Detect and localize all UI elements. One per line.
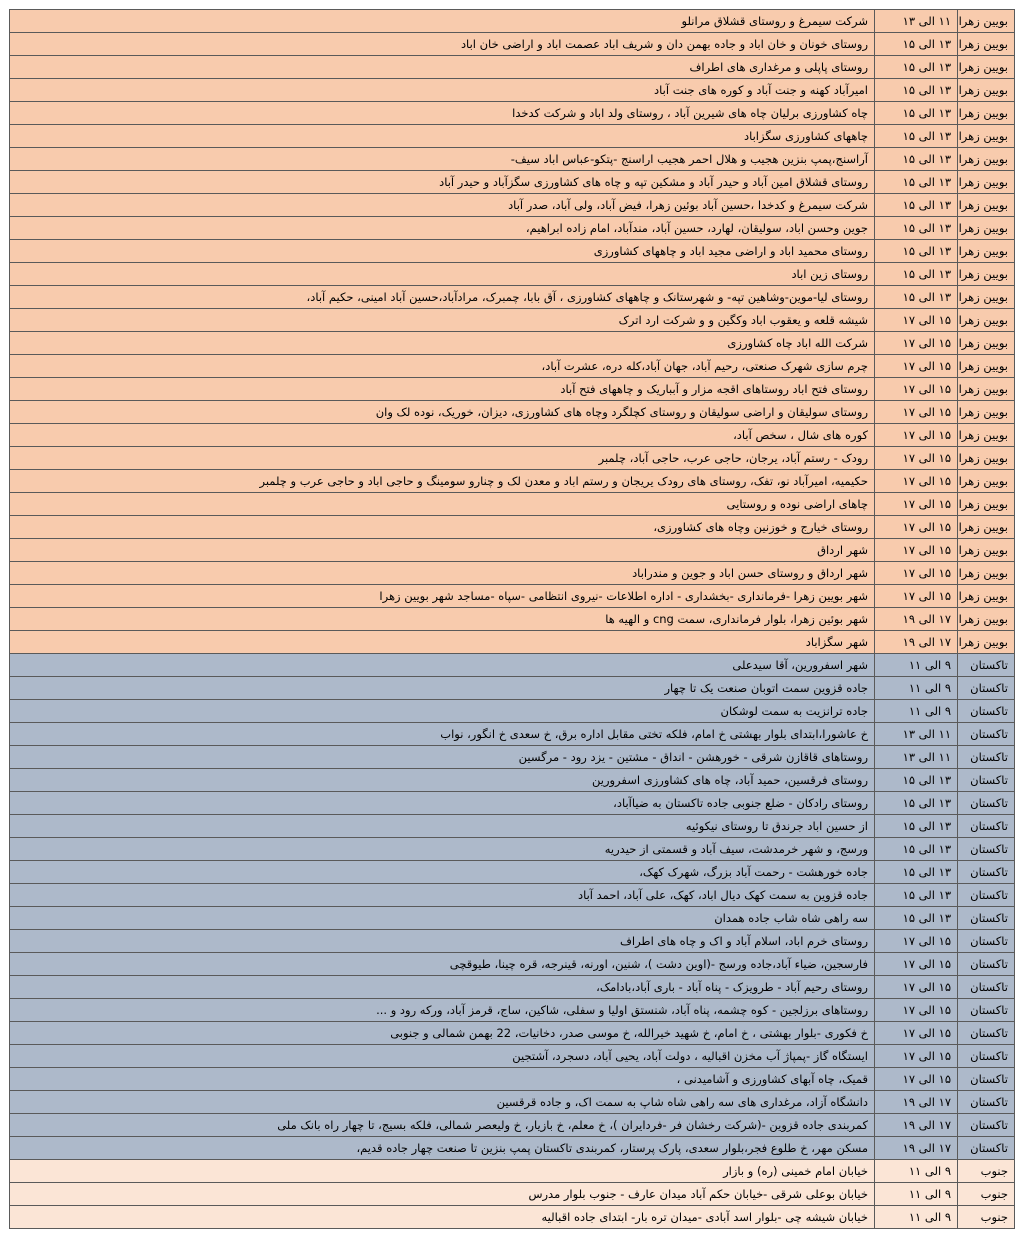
- area-cell: شرکت سیمرغ و روستای قشلاق مرانلو: [10, 10, 875, 33]
- schedule-row: [10, 1206, 1015, 1229]
- time-cell: ۱۵ الی ۱۷: [875, 401, 958, 424]
- schedule-row: [10, 1045, 1015, 1068]
- time-cell: ۱۳ الی ۱۵: [875, 792, 958, 815]
- time-cell: ۱۳ الی ۱۵: [875, 148, 958, 171]
- schedule-row: [10, 309, 1015, 332]
- area-cell: سه راهی شاه شاب جاده همدان: [10, 907, 875, 930]
- area-cell: روستای محمید اباد و اراضی مجید اباد و چاههای کشاورزی: [10, 240, 875, 263]
- schedule-row: [10, 861, 1015, 884]
- schedule-row: [10, 585, 1015, 608]
- area-cell: جاده قزوین به سمت کهک دیال اباد، کهک، علی آباد، احمد آباد: [10, 884, 875, 907]
- time-cell: ۱۵ الی ۱۷: [875, 539, 958, 562]
- area-cell: جوین وحسن اباد، سولیقان، لهارد، حسین آباد، مندآباد، امام زاده ابراهیم،: [10, 217, 875, 240]
- area-cell: روستای سولیقان و اراضی سولیقان و روستای کچلگرد وچاه های کشاورزی، دیزان، خوریک، نوده لک وان: [10, 401, 875, 424]
- schedule-row: [10, 332, 1015, 355]
- area-cell: روستای زین اباد: [10, 263, 875, 286]
- schedule-row: [10, 677, 1015, 700]
- time-cell: ۹ الی ۱۱: [875, 677, 958, 700]
- area-cell: روستای قشلاق امین آباد و حیدر آباد و مشکین تپه و چاه های کشاورزی سگزآباد و حیدر آباد: [10, 171, 875, 194]
- schedule-row: [10, 608, 1015, 631]
- area-cell: از حسین اباد جرندق تا روستای نیکوئیه: [10, 815, 875, 838]
- time-cell: ۱۵ الی ۱۷: [875, 447, 958, 470]
- schedule-row: [10, 447, 1015, 470]
- area-cell: شهر بویین زهرا -فرمانداری -بخشداری - اداره اطلاعات -نیروی انتظامی -سپاه -مساجد شهر بویین زهرا: [10, 585, 875, 608]
- schedule-row: [10, 769, 1015, 792]
- area-cell: روستای رادکان - ضلع جنوبی جاده تاکستان به ضیاآباد،: [10, 792, 875, 815]
- area-cell: کمربندی جاده قزوین -(شرکت رخشان فر -فردایران )، خ معلم، خ بازیار، خ ولیعصر شمالی، فلکه بسیج، تا چهار راه بانک ملی: [10, 1114, 875, 1137]
- time-cell: ۱۵ الی ۱۷: [875, 424, 958, 447]
- area-cell: چاههای کشاورزی سگزاباد: [10, 125, 875, 148]
- region-cell: بویین زهرا: [958, 286, 1015, 309]
- time-cell: ۱۵ الی ۱۷: [875, 516, 958, 539]
- area-cell: خیابان بوعلی شرقی -خیابان حکم آباد میدان عارف - جنوب بلوار مدرس: [10, 1183, 875, 1206]
- area-cell: شهر ارداق: [10, 539, 875, 562]
- time-cell: ۱۳ الی ۱۵: [875, 769, 958, 792]
- schedule-row: [10, 424, 1015, 447]
- area-cell: خ فکوری -بلوار بهشتی ، خ امام، خ شهید خیرالله، خ موسی صدر، دخانیات، 22 بهمن شمالی و جنوبی: [10, 1022, 875, 1045]
- time-cell: ۱۱ الی ۱۳: [875, 10, 958, 33]
- area-cell: خیابان امام خمینی (ره) و بازار: [10, 1160, 875, 1183]
- area-cell: روستای پاپلی و مرغداری های اطراف: [10, 56, 875, 79]
- schedule-row: [10, 240, 1015, 263]
- schedule-row: [10, 654, 1015, 677]
- region-cell: تاکستان: [958, 907, 1015, 930]
- time-cell: ۱۳ الی ۱۵: [875, 263, 958, 286]
- schedule-row: [10, 217, 1015, 240]
- schedule-row: [10, 125, 1015, 148]
- region-cell: بویین زهرا: [958, 102, 1015, 125]
- area-cell: جاده ترانزیت به سمت لوشکان: [10, 700, 875, 723]
- area-cell: رودک - رستم آباد، یرجان، حاجی عرب، حاجی آباد، چلمبر: [10, 447, 875, 470]
- area-cell: روستای رحیم آباد - طرویزک - پناه آباد - باری آباد،بادامک،: [10, 976, 875, 999]
- time-cell: ۱۵ الی ۱۷: [875, 1068, 958, 1091]
- time-cell: ۱۳ الی ۱۵: [875, 33, 958, 56]
- time-cell: ۱۵ الی ۱۷: [875, 470, 958, 493]
- time-cell: ۱۵ الی ۱۷: [875, 953, 958, 976]
- region-cell: تاکستان: [958, 1091, 1015, 1114]
- time-cell: ۱۱ الی ۱۳: [875, 723, 958, 746]
- area-cell: مسکن مهر، خ طلوع فجر،بلوار سعدی، پارک پرستار، کمربندی تاکستان پمپ بنزین تا صنعت چهار جاده قدیم،: [10, 1137, 875, 1160]
- time-cell: ۱۵ الی ۱۷: [875, 493, 958, 516]
- schedule-row: [10, 1091, 1015, 1114]
- time-cell: ۱۵ الی ۱۷: [875, 1022, 958, 1045]
- time-cell: ۱۳ الی ۱۵: [875, 194, 958, 217]
- time-cell: ۱۷ الی ۱۹: [875, 1091, 958, 1114]
- region-cell: تاکستان: [958, 1045, 1015, 1068]
- time-cell: ۱۳ الی ۱۵: [875, 286, 958, 309]
- region-cell: بویین زهرا: [958, 217, 1015, 240]
- region-cell: بویین زهرا: [958, 470, 1015, 493]
- schedule-row: [10, 79, 1015, 102]
- region-cell: تاکستان: [958, 1114, 1015, 1137]
- region-cell: تاکستان: [958, 953, 1015, 976]
- schedule-row: [10, 562, 1015, 585]
- schedule-rows: [10, 10, 1015, 1229]
- time-cell: ۱۳ الی ۱۵: [875, 79, 958, 102]
- area-cell: شهر بوئین زهرا، بلوار فرمانداری، سمت cng و الهیه ها: [10, 608, 875, 631]
- region-cell: بویین زهرا: [958, 631, 1015, 654]
- time-cell: ۱۵ الی ۱۷: [875, 976, 958, 999]
- schedule-row: [10, 953, 1015, 976]
- schedule-row: [10, 102, 1015, 125]
- region-cell: بویین زهرا: [958, 378, 1015, 401]
- region-cell: بویین زهرا: [958, 539, 1015, 562]
- time-cell: ۹ الی ۱۱: [875, 1160, 958, 1183]
- area-cell: فارسجین، ضیاء آباد،جاده ورسج -(اوین دشت )، شنین، اورنه، قینرجه، قره چینا، طیوقچی: [10, 953, 875, 976]
- schedule-row: [10, 194, 1015, 217]
- schedule-row: [10, 493, 1015, 516]
- area-cell: امیرآباد کهنه و جنت آباد و کوره های جنت آباد: [10, 79, 875, 102]
- time-cell: ۱۳ الی ۱۵: [875, 56, 958, 79]
- region-cell: تاکستان: [958, 815, 1015, 838]
- schedule-row: [10, 1068, 1015, 1091]
- time-cell: ۱۵ الی ۱۷: [875, 562, 958, 585]
- schedule-row: [10, 1137, 1015, 1160]
- schedule-row: [10, 884, 1015, 907]
- time-cell: ۹ الی ۱۱: [875, 654, 958, 677]
- schedule-row: [10, 999, 1015, 1022]
- schedule-row: [10, 746, 1015, 769]
- schedule-row: [10, 1114, 1015, 1137]
- schedule-row: [10, 930, 1015, 953]
- region-cell: تاکستان: [958, 677, 1015, 700]
- schedule-row: [10, 516, 1015, 539]
- area-cell: جاده قزوین سمت اتوبان صنعت یک تا چهار: [10, 677, 875, 700]
- schedule-row: [10, 263, 1015, 286]
- region-cell: بویین زهرا: [958, 79, 1015, 102]
- time-cell: ۹ الی ۱۱: [875, 1206, 958, 1229]
- time-cell: ۱۳ الی ۱۵: [875, 125, 958, 148]
- area-cell: روستاهای برزلجین - کوه چشمه، پناه آباد، شنستق اولیا و سفلی، شاکین، ساج، قرمز آباد، ورکه رود و ...: [10, 999, 875, 1022]
- region-cell: بویین زهرا: [958, 125, 1015, 148]
- region-cell: جنوب: [958, 1160, 1015, 1183]
- area-cell: دانشگاه آزاد، مرغداری های سه راهی شاه شاپ به سمت اک، و جاده قرقسین: [10, 1091, 875, 1114]
- time-cell: ۱۵ الی ۱۷: [875, 378, 958, 401]
- region-cell: بویین زهرا: [958, 263, 1015, 286]
- region-cell: تاکستان: [958, 700, 1015, 723]
- region-cell: بویین زهرا: [958, 562, 1015, 585]
- time-cell: ۹ الی ۱۱: [875, 700, 958, 723]
- time-cell: ۱۵ الی ۱۷: [875, 332, 958, 355]
- time-cell: ۱۵ الی ۱۷: [875, 1045, 958, 1068]
- schedule-row: [10, 1183, 1015, 1206]
- area-cell: شهر سگزاباد: [10, 631, 875, 654]
- schedule-row: [10, 10, 1015, 33]
- region-cell: بویین زهرا: [958, 447, 1015, 470]
- area-cell: روستای لیا-موین-وشاهین تپه- و شهرستانک و چاههای کشاورزی ، آق بابا، چمبرک، مرادآباد،حسین آباد امینی، حکیم آباد،: [10, 286, 875, 309]
- area-cell: روستای خونان و خان اباد و جاده بهمن دان و شریف اباد عصمت اباد و اراضی خان اباد: [10, 33, 875, 56]
- schedule-row: [10, 815, 1015, 838]
- region-cell: تاکستان: [958, 1022, 1015, 1045]
- time-cell: ۱۳ الی ۱۵: [875, 861, 958, 884]
- area-cell: روستای فتح اباد روستاهای اقجه مزار و آبباریک و چاههای فتح آباد: [10, 378, 875, 401]
- time-cell: ۹ الی ۱۱: [875, 1183, 958, 1206]
- time-cell: ۱۱ الی ۱۳: [875, 746, 958, 769]
- region-cell: بویین زهرا: [958, 171, 1015, 194]
- region-cell: تاکستان: [958, 884, 1015, 907]
- region-cell: تاکستان: [958, 976, 1015, 999]
- region-cell: بویین زهرا: [958, 56, 1015, 79]
- region-cell: بویین زهرا: [958, 401, 1015, 424]
- outage-schedule-sheet: [9, 9, 1015, 1229]
- schedule-row: [10, 401, 1015, 424]
- time-cell: ۱۳ الی ۱۵: [875, 102, 958, 125]
- time-cell: ۱۵ الی ۱۷: [875, 309, 958, 332]
- time-cell: ۱۷ الی ۱۹: [875, 608, 958, 631]
- time-cell: ۱۳ الی ۱۵: [875, 240, 958, 263]
- region-cell: تاکستان: [958, 838, 1015, 861]
- time-cell: ۱۳ الی ۱۵: [875, 907, 958, 930]
- area-cell: ایستگاه گاز -پمپاژ آب مخزن اقبالیه ، دولت آباد، یحیی آباد، دسجرد، آشتجین: [10, 1045, 875, 1068]
- schedule-row: [10, 33, 1015, 56]
- region-cell: بویین زهرا: [958, 332, 1015, 355]
- schedule-row: [10, 723, 1015, 746]
- region-cell: تاکستان: [958, 930, 1015, 953]
- time-cell: ۱۵ الی ۱۷: [875, 355, 958, 378]
- schedule-row: [10, 378, 1015, 401]
- region-cell: تاکستان: [958, 746, 1015, 769]
- region-cell: تاکستان: [958, 999, 1015, 1022]
- outage-schedule-table: [9, 9, 1015, 1229]
- area-cell: شرکت سیمرغ و کدخدا ،حسین آباد بوئین زهرا، فیض آباد، ولی آباد، صدر آباد: [10, 194, 875, 217]
- time-cell: ۱۳ الی ۱۵: [875, 815, 958, 838]
- schedule-row: [10, 539, 1015, 562]
- region-cell: تاکستان: [958, 769, 1015, 792]
- area-cell: روستاهای قاقازن شرقی - خورهشن - انداق - مشتین - یزد رود - مرگسین: [10, 746, 875, 769]
- schedule-row: [10, 907, 1015, 930]
- region-cell: تاکستان: [958, 1137, 1015, 1160]
- region-cell: تاکستان: [958, 861, 1015, 884]
- area-cell: جاده خورهشت - رحمت آباد بزرگ، شهرک کهک،: [10, 861, 875, 884]
- region-cell: بویین زهرا: [958, 194, 1015, 217]
- region-cell: تاکستان: [958, 723, 1015, 746]
- time-cell: ۱۳ الی ۱۵: [875, 838, 958, 861]
- area-cell: شهر اسفرورین، آقا سیدعلی: [10, 654, 875, 677]
- area-cell: چاهای اراضی نوده و روستایی: [10, 493, 875, 516]
- region-cell: بویین زهرا: [958, 424, 1015, 447]
- area-cell: شیشه قلعه و یعقوب اباد وکگین و و شرکت ارد اترک: [10, 309, 875, 332]
- area-cell: چاه کشاورزی برلیان چاه های شیرین آباد ، روستای ولد اباد و شرکت کدخدا: [10, 102, 875, 125]
- area-cell: آراسنج،پمپ بنزین هجیب و هلال احمر هجیب اراسنج -پتکو-عباس اباد سیف-: [10, 148, 875, 171]
- schedule-row: [10, 470, 1015, 493]
- schedule-row: [10, 1022, 1015, 1045]
- region-cell: بویین زهرا: [958, 516, 1015, 539]
- region-cell: بویین زهرا: [958, 493, 1015, 516]
- area-cell: خیابان شیشه چی -بلوار اسد آبادی -میدان تره بار- ابتدای جاده اقبالیه: [10, 1206, 875, 1229]
- schedule-row: [10, 148, 1015, 171]
- region-cell: تاکستان: [958, 792, 1015, 815]
- region-cell: جنوب: [958, 1183, 1015, 1206]
- region-cell: تاکستان: [958, 654, 1015, 677]
- area-cell: خ عاشورا،ابتدای بلوار بهشتی خ امام، فلکه تختی مقابل اداره برق، خ سعدی خ انگور، نواب: [10, 723, 875, 746]
- schedule-row: [10, 286, 1015, 309]
- region-cell: بویین زهرا: [958, 585, 1015, 608]
- region-cell: بویین زهرا: [958, 33, 1015, 56]
- region-cell: جنوب: [958, 1206, 1015, 1229]
- area-cell: روستای خرم اباد، اسلام آباد و اک و چاه های اطراف: [10, 930, 875, 953]
- schedule-row: [10, 355, 1015, 378]
- region-cell: بویین زهرا: [958, 309, 1015, 332]
- area-cell: قمیک، چاه آبهای کشاورزی و آشامیدنی ،: [10, 1068, 875, 1091]
- schedule-row: [10, 56, 1015, 79]
- region-cell: بویین زهرا: [958, 240, 1015, 263]
- region-cell: بویین زهرا: [958, 355, 1015, 378]
- time-cell: ۱۵ الی ۱۷: [875, 999, 958, 1022]
- time-cell: ۱۷ الی ۱۹: [875, 1114, 958, 1137]
- time-cell: ۱۷ الی ۱۹: [875, 631, 958, 654]
- area-cell: کوره های شال ، سخص آباد،: [10, 424, 875, 447]
- schedule-row: [10, 792, 1015, 815]
- area-cell: ورسج، و شهر خرمدشت، سیف آباد و قسمتی از حیدریه: [10, 838, 875, 861]
- area-cell: حکیمیه، امیرآباد نو، تفک، روستای های رودک یریجان و رستم اباد و معدن لک و چنارو سومینگ و حاجی اباد و حاجی عرب و چلمبر: [10, 470, 875, 493]
- schedule-row: [10, 838, 1015, 861]
- time-cell: ۱۳ الی ۱۵: [875, 217, 958, 240]
- time-cell: ۱۳ الی ۱۵: [875, 884, 958, 907]
- schedule-row: [10, 976, 1015, 999]
- schedule-row: [10, 1160, 1015, 1183]
- area-cell: روستای خیارج و خوزنین وچاه های کشاورزی،: [10, 516, 875, 539]
- time-cell: ۱۵ الی ۱۷: [875, 930, 958, 953]
- time-cell: ۱۵ الی ۱۷: [875, 585, 958, 608]
- region-cell: تاکستان: [958, 1068, 1015, 1091]
- area-cell: شهر ارداق و روستای حسن اباد و جوین و مندراباد: [10, 562, 875, 585]
- area-cell: چرم سازی شهرک صنعتی، رحیم آباد، جهان آباد،کله دره، عشرت آباد،: [10, 355, 875, 378]
- schedule-row: [10, 171, 1015, 194]
- time-cell: ۱۷ الی ۱۹: [875, 1137, 958, 1160]
- schedule-row: [10, 631, 1015, 654]
- region-cell: بویین زهرا: [958, 10, 1015, 33]
- region-cell: بویین زهرا: [958, 148, 1015, 171]
- area-cell: روستای فرقسین، حمید آباد، چاه های کشاورزی اسفرورین: [10, 769, 875, 792]
- region-cell: بویین زهرا: [958, 608, 1015, 631]
- schedule-row: [10, 700, 1015, 723]
- area-cell: شرکت الله اباد چاه کشاورزی: [10, 332, 875, 355]
- time-cell: ۱۳ الی ۱۵: [875, 171, 958, 194]
